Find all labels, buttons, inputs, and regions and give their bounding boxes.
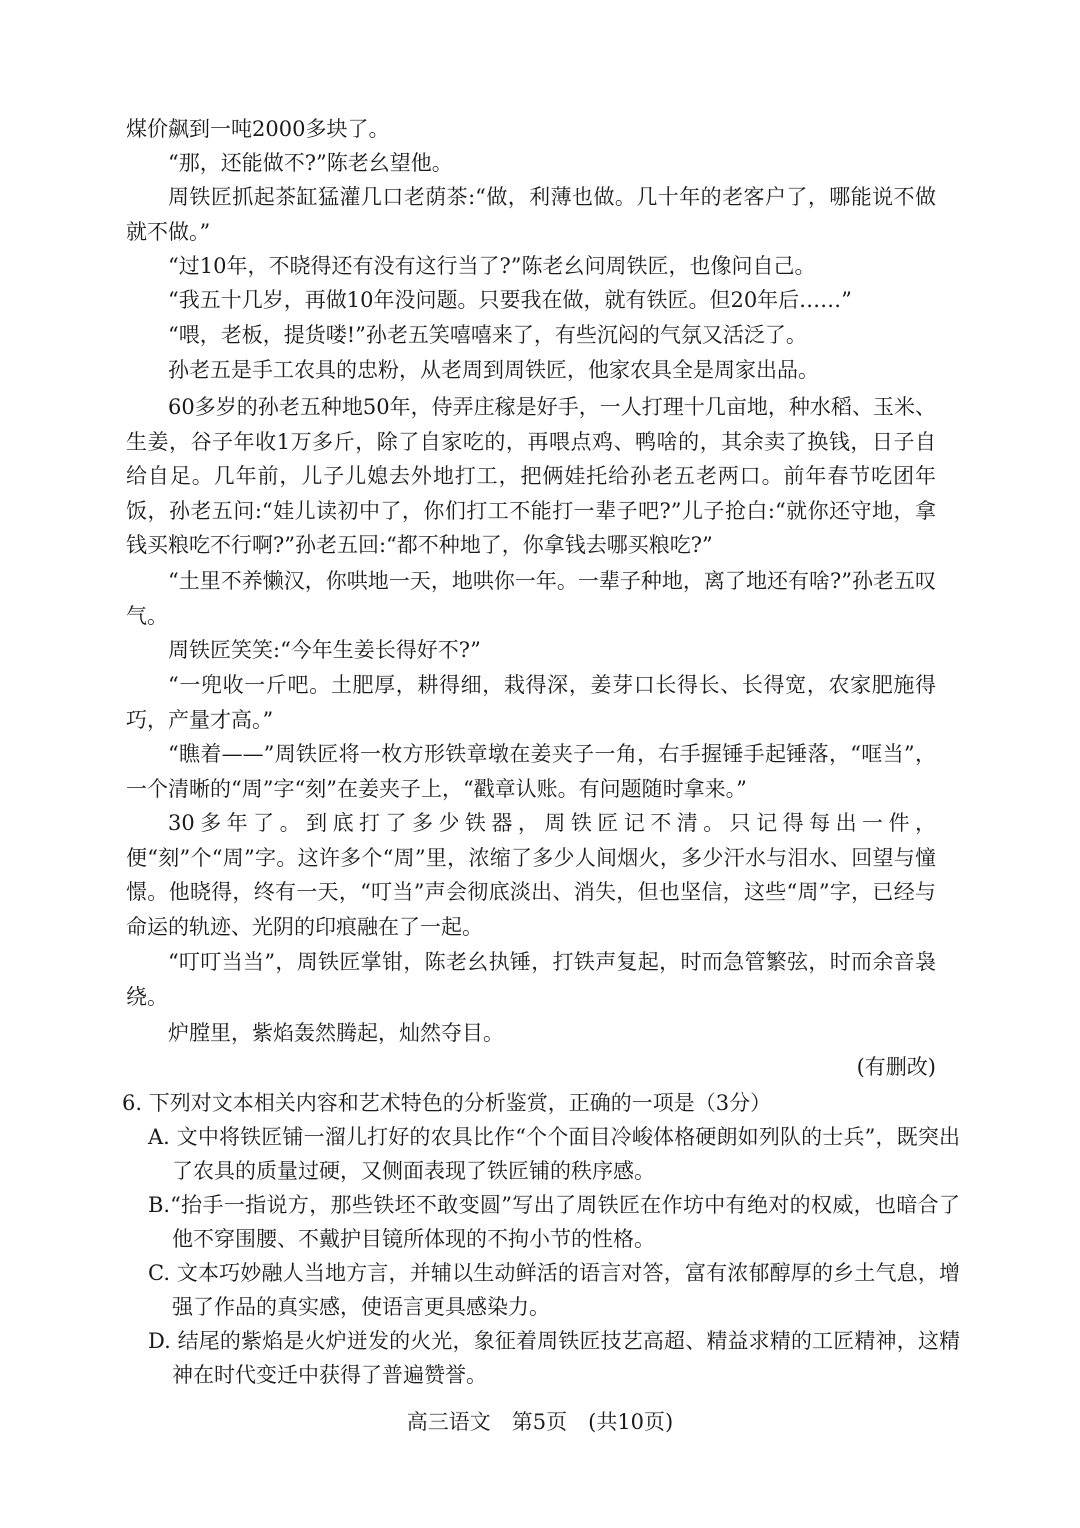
paragraph-sun-sighs: “土里不养懒汉，你哄地一天，地哄你一年。一辈子种地，离了地还有啥?”孙老五叹气。 bbox=[126, 569, 936, 628]
paragraph-sun-arrives: “喂，老板，提货喽!”孙老五笑嘻嘻来了，有些沉闷的气氛又活泛了。 bbox=[168, 323, 807, 347]
paragraph-forging: “叮叮当当”，周铁匠掌钳，陈老幺执锤，打铁声复起，时而急管繁弦，时而余音袅绕。 bbox=[126, 950, 936, 1009]
question-stem: 6. 下列对文本相关内容和艺术特色的分析鉴赏，正确的一项是（3分） bbox=[122, 1091, 772, 1115]
paragraph-coal-price: 煤价飙到一吨2000多块了。 bbox=[126, 117, 390, 141]
paragraph-zhou-answers: 周铁匠抓起茶缸猛灌几口老荫茶:“做，利薄也做。几十年的老客户了，哪能说不做就不做。” bbox=[126, 185, 936, 244]
paragraph-stamp: “瞧着——”周铁匠将一枚方形铁章墩在姜夹子一角，右手握锤手起锤落，“哐当”，一个清晰的“周”字“刻”在姜夹子上，“戳章认账。有问题随时拿来。” bbox=[126, 742, 936, 801]
option-c: C. 文本巧妙融人当地方言，并辅以生动鲜活的语言对答，富有浓郁醇厚的乡土气息，增强了作品的真实感，使语言更具感染力。 bbox=[148, 1261, 960, 1319]
paragraph-chen-asks: “那，还能做不?”陈老幺望他。 bbox=[168, 151, 453, 175]
paragraph-sun-fan: 孙老五是手工农具的忠粉，从老周到周铁匠，他家农具全是周家出品。 bbox=[168, 358, 819, 382]
option-a: A. 文中将铁匠铺一溜儿打好的农具比作“个个面目冷峻体格硬朗如列队的士兵”，既突出了农具的质量过硬，又侧面表现了铁匠铺的秩序感。 bbox=[148, 1125, 960, 1183]
paragraph-sun-story: 60多岁的孙老五种地50年，侍弄庄稼是好手，一人打理十几亩地，种水稻、玉米、生姜，谷子年收1万多斤，除了自家吃的，再喂点鸡、鸭啥的，其余卖了换钱，日子自给自足。几年前，儿子儿媳去外地打工，把俩娃托给孙老五老两口。前年春节吃团年饭，孙老五问:“娃儿读初中了，你们打工不能打一辈子吧?”儿子抢白:“就你还守地，拿钱买粮吃不行啊?”孙老五回:“都不种地了，你拿钱去哪买粮吃?” bbox=[126, 395, 936, 557]
paragraph-ten-years: “过10年，不晓得还有没有这行当了?”陈老幺问周铁匠，也像问自己。 bbox=[168, 254, 816, 278]
paragraph-ginger-answer: “一兜收一斤吧。土肥厚，耕得细，栽得深，姜芽口长得长、长得宽，农家肥施得巧，产量才高。” bbox=[126, 673, 936, 732]
abridged-note: (有删改) bbox=[856, 1055, 936, 1079]
page-footer: 高三语文 第5页 (共10页) bbox=[406, 1410, 674, 1434]
paragraph-ginger-question: 周铁匠笑笑:“今年生姜长得好不?” bbox=[168, 638, 481, 662]
option-d: D. 结尾的紫焰是火炉迸发的火光，象征着周铁匠技艺高超、精益求精的工匠精神，这精神在时代变迁中获得了普遍赞誉。 bbox=[148, 1329, 960, 1387]
paragraph-thirty-years: 30多年了。到底打了多少铁器，周铁匠记不清。只记得每出一件，便“刻”个“周”字。这许多个“周”里，浓缩了多少人间烟火，多少汗水与泪水、回望与憧憬。他晓得，终有一天，“叮当”声会彻底淡出、消失，但也坚信，这些“周”字，已经与命运的轨迹、光阴的印痕融在了一起。 bbox=[126, 811, 936, 939]
paragraph-purple-flame: 炉膛里，紫焰轰然腾起，灿然夺目。 bbox=[168, 1021, 504, 1045]
option-b: B.“抬手一指说方，那些铁坯不敢变圆”写出了周铁匠在作坊中有绝对的权威，也暗合了他不穿围腰、不戴护目镜所体现的不拘小节的性格。 bbox=[148, 1193, 960, 1251]
paragraph-fifty-years-old: “我五十几岁，再做10年没问题。只要我在做，就有铁匠。但20年后……” bbox=[168, 288, 852, 312]
